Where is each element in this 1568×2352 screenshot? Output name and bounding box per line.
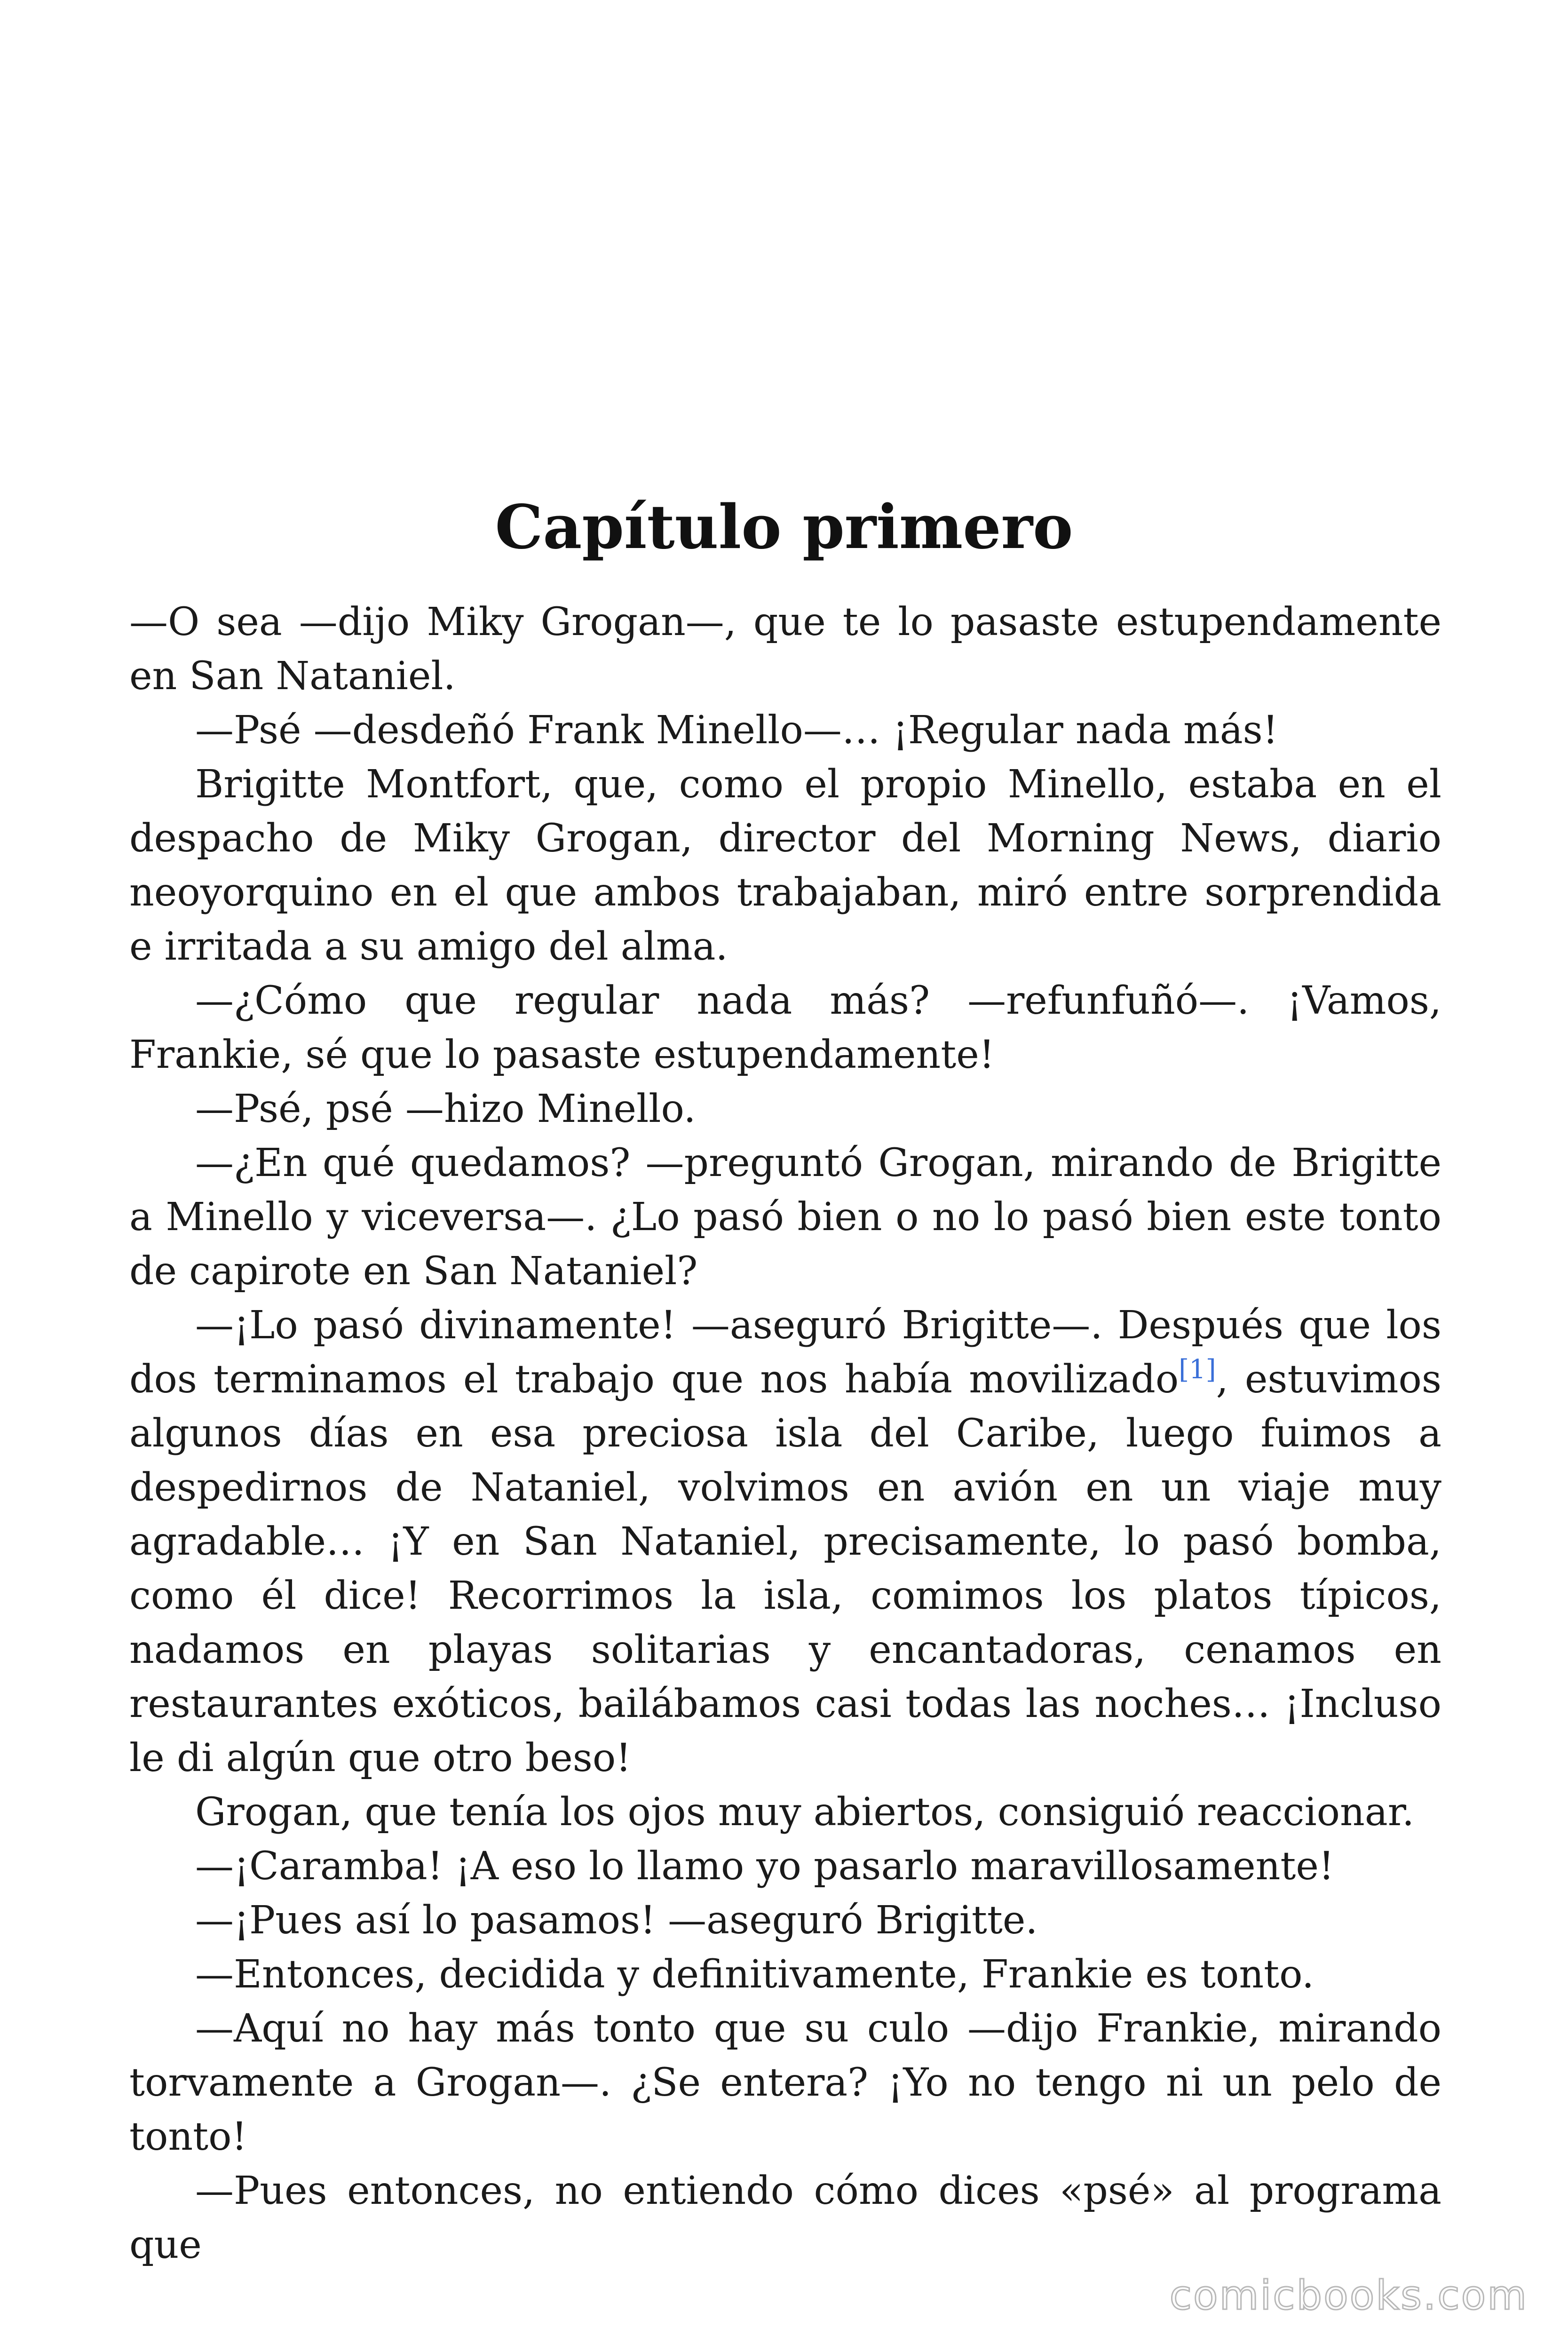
footnote-link[interactable]: [1] [1179, 1354, 1216, 1385]
paragraph: —¡Pues así lo pasamos! —aseguró Brigitte. [195, 1898, 1038, 1943]
paragraph: —Psé —desdeñó Frank Minello—… ¡Regular nada más! [195, 708, 1278, 753]
paragraph: —¡Caramba! ¡A eso lo llamo yo pasarlo maravillosamente! [195, 1844, 1334, 1889]
paragraph: —Psé, psé —hizo Minello. [195, 1087, 696, 1131]
paragraph: —¿En qué quedamos? —preguntó Grogan, mirando de Brigitte a Minello y viceversa—. ¿Lo pasó bien o no lo pasó bien este tonto de capirote en San Nataniel? [129, 1141, 1441, 1294]
paragraph: Brigitte Montfort, que, como el propio Minello, estaba en el despacho de Miky Grogan, director del Morning News, diario neoyorquino en el que ambos trabajaban, miró entre sorprendida e irritada a su amigo del alma. [129, 762, 1441, 969]
paragraph: —Entonces, decidida y definitivamente, Frankie es tonto. [195, 1952, 1315, 1997]
paragraph-with-footnote [129, 1298, 1441, 1785]
paragraph: —Aquí no hay más tonto que su culo —dijo Frankie, mirando torvamente a Grogan—. ¿Se entera? ¡Yo no tengo ni un pelo de tonto! [129, 2006, 1441, 2159]
paragraph: —O sea —dijo Miky Grogan—, que te lo pasaste estupendamente en San Nataniel. [129, 600, 1441, 699]
watermark: comicbooks.com [1169, 2272, 1528, 2319]
paragraph: Grogan, que tenía los ojos muy abiertos, consiguió reaccionar. [195, 1790, 1415, 1835]
paragraph: —¿Cómo que regular nada más? —refunfuñó—. ¡Vamos, Frankie, sé que lo pasaste estupendamente! [129, 978, 1441, 1077]
paragraph: —Pues entonces, no entiendo cómo dices «psé» al programa que [129, 2169, 1441, 2267]
paragraph-text: , estuvimos algunos días en esa preciosa isla del Caribe, luego fuimos a despedirnos de Nataniel, volvimos en avión en un viaje muy agradable… ¡Y en San Nataniel, precisamente, lo pasó bomba, como él dice! Recorrimos la isla, comimos los platos típicos, nadamos en playas solitarias y encantadoras, cenamos en restaurantes exóticos, bailábamos casi todas las noches… ¡Incluso le di algún que otro beso! [129, 1357, 1441, 1780]
chapter-title: Capítulo primero [495, 492, 1073, 563]
paragraph-text: —¡Lo pasó divinamente! —aseguró Brigitte—. Después que los dos terminamos el trabajo que nos había movilizado [129, 1303, 1441, 1402]
chapter-body [129, 595, 1441, 2272]
